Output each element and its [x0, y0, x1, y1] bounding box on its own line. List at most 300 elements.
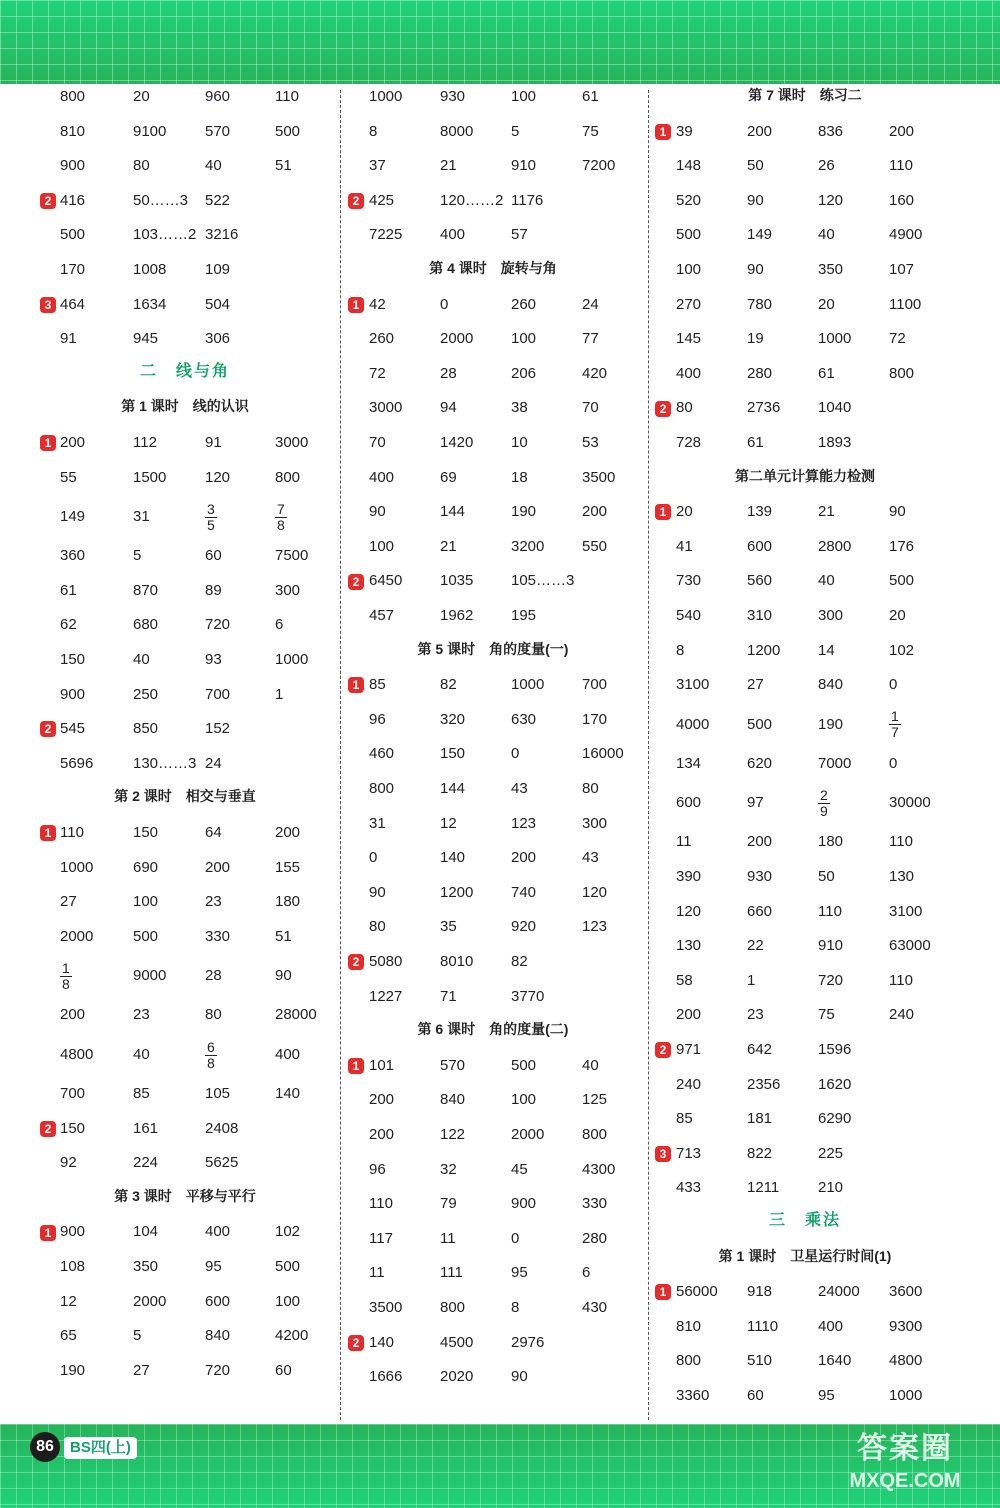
answer-value: 102: [889, 641, 915, 659]
answer-value: 504: [205, 295, 231, 313]
answer-value: 16000: [582, 745, 624, 763]
answer-value: 700: [582, 676, 608, 694]
answer-fraction: [205, 495, 217, 539]
answer-row: [655, 1137, 955, 1172]
answer-value: 64: [205, 824, 222, 841]
answer-value: 1176: [511, 191, 544, 209]
answer-value: 72: [889, 330, 906, 348]
answer-value: 61: [818, 364, 835, 382]
answer-value: 96: [369, 1160, 386, 1178]
answer-value: 103……2: [133, 226, 197, 244]
answer-value: 100: [511, 88, 537, 105]
answer-value: 910: [511, 157, 537, 175]
answer-row: [40, 1033, 330, 1077]
answer-value: 560: [747, 572, 773, 590]
answer-value: 900: [511, 1195, 537, 1213]
answer-row: [40, 1354, 330, 1389]
answer-value: 400: [205, 1223, 231, 1241]
answer-value: 139: [747, 503, 773, 521]
answer-value: 225: [818, 1144, 844, 1162]
answer-value: 24: [205, 754, 222, 772]
answer-value: 8: [369, 122, 378, 140]
answer-value: 110: [818, 902, 842, 920]
fraction-denominator: 7: [891, 724, 899, 741]
answer-value: 3360: [676, 1387, 710, 1404]
answer-value: 120: [676, 902, 702, 920]
answer-row: [40, 218, 330, 253]
answer-value: 1110: [747, 1317, 779, 1335]
answer-value: 61: [747, 434, 764, 451]
answer-value: 19: [747, 330, 764, 348]
fraction-numerator: 2: [820, 786, 828, 803]
answer-value: 40: [818, 572, 835, 590]
answer-value: 96: [369, 710, 386, 728]
answer-value: 545: [60, 720, 86, 738]
answer-row: [40, 1285, 330, 1320]
answer-value: 570: [440, 1056, 466, 1074]
answer-value: 40: [818, 226, 835, 244]
answer-row: [655, 634, 955, 669]
answer-row: [655, 322, 955, 357]
answer-value: 11: [440, 1229, 456, 1247]
answer-row: [348, 945, 638, 980]
answer-value: 112: [133, 434, 157, 451]
answer-value: 63000: [889, 937, 931, 955]
answer-value: 8000: [440, 122, 474, 140]
answer-row: [655, 1102, 955, 1137]
answer-value: 152: [205, 720, 231, 738]
answer-value: 82: [440, 676, 457, 694]
question-number-badge: 2: [655, 1042, 671, 1058]
answer-value: 90: [369, 503, 386, 521]
answer-value: 240: [676, 1075, 702, 1093]
answer-row: [655, 825, 955, 860]
answer-value: 522: [205, 191, 231, 209]
answer-value: 280: [582, 1229, 608, 1247]
answer-value: 500: [133, 927, 159, 945]
answer-value: 12: [440, 814, 457, 832]
answer-fraction: [60, 954, 72, 998]
answer-value: 90: [369, 883, 386, 901]
answer-value: 85: [369, 676, 386, 694]
answer-value: 800: [676, 1352, 702, 1370]
answer-value: 250: [133, 685, 159, 703]
answer-row: [348, 426, 638, 461]
answer-value: 520: [676, 191, 702, 209]
answer-value: 195: [511, 607, 537, 624]
answer-value: 130: [676, 937, 702, 955]
answer-value: 110: [275, 88, 299, 105]
answer-value: 900: [60, 685, 86, 703]
answer-row: [348, 495, 638, 530]
answer-value: 144: [440, 780, 466, 797]
answer-value: 945: [133, 330, 159, 348]
answer-value: 300: [582, 814, 608, 832]
answer-value: 3500: [369, 1299, 403, 1316]
answer-value: 51: [275, 157, 292, 175]
answer-row: [40, 816, 330, 851]
answer-value: 4000: [676, 715, 710, 733]
answer-value: 1596: [818, 1041, 852, 1058]
answer-value: 60: [747, 1387, 764, 1404]
answer-row: [655, 218, 955, 253]
answer-value: 94: [440, 399, 457, 417]
answer-value: 90: [747, 261, 764, 278]
answer-value: 120: [205, 468, 231, 486]
answer-row: [40, 1146, 330, 1181]
answer-value: 800: [582, 1126, 608, 1143]
answer-value: 140: [440, 849, 466, 867]
answer-value: 100: [133, 893, 159, 911]
answer-value: 30000: [889, 794, 931, 812]
answer-value: 160: [889, 191, 915, 209]
answer-value: 20: [889, 607, 906, 624]
answer-row: [40, 539, 330, 574]
answer-value: 918: [747, 1283, 773, 1301]
answer-row: [348, 1187, 638, 1222]
answer-value: 95: [818, 1387, 835, 1404]
answer-value: 24: [582, 295, 599, 313]
question-number-badge: 1: [655, 1284, 671, 1300]
answer-value: 79: [440, 1195, 457, 1213]
lesson-heading: 第 6 课时 角的度量(二): [417, 1021, 569, 1038]
answer-value: 110: [889, 157, 913, 175]
answer-row: [40, 1319, 330, 1354]
question-number-badge: 3: [655, 1146, 671, 1162]
answer-value: 37: [369, 157, 386, 175]
answer-value: 77: [582, 330, 599, 348]
answer-value: 100: [275, 1292, 301, 1310]
answer-value: 600: [747, 537, 773, 555]
answer-value: 176: [889, 537, 915, 555]
answer-value: 930: [440, 88, 466, 105]
answer-value: 107: [889, 261, 915, 278]
answer-value: 72: [369, 364, 386, 382]
answer-row: [348, 1153, 638, 1188]
answer-value: 6290: [818, 1110, 852, 1128]
answer-value: 400: [818, 1317, 844, 1335]
question-number-badge: 1: [348, 1058, 364, 1074]
question-number-badge: 3: [40, 297, 56, 313]
answer-value: 91: [60, 330, 77, 348]
answer-row: [655, 1171, 955, 1206]
answer-row: [40, 184, 330, 219]
answer-value: 10: [511, 434, 528, 451]
answer-value: 2000: [511, 1126, 545, 1143]
question-number-badge: 2: [348, 574, 364, 590]
answer-value: 320: [440, 710, 466, 728]
answer-value: 930: [747, 868, 773, 885]
answer-value: 61: [60, 581, 77, 599]
answer-value: 105……3: [511, 572, 575, 590]
answer-value: 200: [205, 858, 231, 876]
answer-value: 120: [818, 191, 844, 209]
answer-row: [40, 608, 330, 643]
answer-value: 70: [369, 434, 386, 451]
answer-value: 840: [205, 1327, 231, 1345]
answer-value: 8010: [440, 953, 474, 970]
answer-row: [348, 218, 638, 253]
answer-row: [655, 426, 955, 461]
answer-row: [40, 885, 330, 920]
answer-value: 720: [818, 971, 844, 989]
answer-value: 90: [747, 191, 764, 209]
answer-value: 28: [440, 364, 457, 382]
answer-value: 720: [205, 616, 231, 634]
answer-row: [655, 115, 955, 150]
answer-value: 31: [133, 508, 150, 526]
answer-value: 730: [676, 572, 702, 590]
answer-value: 0: [889, 754, 898, 772]
answer-value: 210: [818, 1179, 844, 1197]
answer-value: 5: [133, 547, 142, 565]
answer-value: 836: [818, 122, 844, 140]
answer-value: 0: [369, 849, 378, 867]
answer-value: 80: [133, 157, 150, 175]
answer-value: 5625: [205, 1154, 239, 1172]
fraction: [889, 709, 901, 740]
answer-value: 1227: [369, 987, 403, 1005]
answer-value: 7200: [582, 157, 616, 175]
question-number-badge: 2: [655, 401, 671, 417]
answer-row: [348, 1291, 638, 1326]
answer-value: 85: [133, 1085, 150, 1102]
answer-value: 100: [511, 330, 537, 348]
answer-value: 416: [60, 191, 86, 209]
answer-value: 104: [133, 1223, 159, 1241]
unit-title: 三 乘法: [768, 1212, 841, 1229]
answer-value: 800: [60, 88, 86, 105]
answer-value: 200: [582, 503, 608, 521]
answer-value: 680: [133, 616, 159, 634]
answer-value: 400: [440, 226, 466, 244]
answer-value: 200: [369, 1091, 395, 1109]
answer-value: 21: [818, 503, 835, 521]
answer-value: 50: [818, 868, 835, 885]
fraction: [818, 788, 830, 819]
answer-value: 280: [747, 364, 773, 382]
fraction: [205, 502, 217, 533]
answer-value: 840: [818, 676, 844, 694]
answer-value: 80: [676, 399, 693, 417]
answer-value: 35: [440, 918, 457, 936]
answer-row: [40, 80, 330, 115]
answer-value: 120……2: [440, 191, 504, 209]
answer-value: 3216: [205, 226, 239, 244]
answer-value: 123: [582, 918, 608, 936]
answer-row: [655, 929, 955, 964]
answer-value: 120: [582, 883, 608, 901]
question-number-badge: 1: [40, 825, 56, 841]
answer-row: [348, 980, 638, 1015]
answer-row: [348, 599, 638, 634]
answer-value: 100: [369, 537, 395, 555]
answer-value: 433: [676, 1179, 702, 1197]
answer-value: 740: [511, 883, 537, 901]
answer-value: 2000: [440, 330, 474, 348]
answer-value: 1035: [440, 572, 474, 590]
answer-value: 90: [275, 967, 292, 985]
lesson-heading: 第二单元计算能力检测: [735, 467, 875, 484]
answer-value: 22: [747, 937, 764, 955]
answer-value: 20: [133, 88, 150, 105]
answer-value: 3100: [889, 902, 923, 920]
answer-value: 80: [369, 918, 386, 936]
answer-row: [348, 322, 638, 357]
answer-value: 50……3: [133, 191, 189, 209]
lesson-heading: 第 4 课时 旋转与角: [429, 260, 557, 276]
answer-value: 2000: [60, 927, 94, 945]
answer-value: 7000: [818, 754, 852, 772]
answer-value: 720: [205, 1361, 231, 1379]
answer-value: 60: [205, 547, 222, 565]
question-number-badge: 2: [40, 1121, 56, 1137]
answer-value: 21: [440, 157, 457, 175]
answer-row: [40, 253, 330, 288]
answer-value: 170: [582, 710, 608, 728]
answer-value: 1500: [133, 468, 167, 486]
question-number-badge: 1: [348, 677, 364, 693]
answer-row: [655, 564, 955, 599]
answer-value: 2356: [747, 1075, 781, 1093]
answer-value: 14: [818, 641, 835, 659]
answer-row: [40, 851, 330, 886]
answer-value: 390: [676, 868, 702, 885]
answer-row: [348, 357, 638, 392]
answer-fraction: [818, 781, 830, 825]
answer-value: 150: [60, 651, 86, 668]
answer-value: 95: [511, 1264, 528, 1282]
answer-value: 420: [582, 364, 608, 382]
answer-row: [655, 149, 955, 184]
answer-value: 43: [511, 780, 528, 797]
answer-value: 190: [60, 1361, 86, 1379]
lesson-heading: 第 2 课时 相交与垂直: [114, 788, 256, 805]
answer-row: [40, 322, 330, 357]
answer-value: 200: [369, 1126, 395, 1143]
answer-value: 5080: [369, 953, 403, 970]
answer-value: 40: [133, 651, 150, 668]
answer-value: 150: [60, 1119, 86, 1137]
answer-value: 3770: [511, 987, 545, 1005]
answer-value: 56000: [676, 1283, 718, 1301]
answer-value: 109: [205, 261, 231, 278]
answer-value: 18: [511, 468, 528, 486]
answer-row: [40, 1077, 330, 1112]
answer-row: [40, 1250, 330, 1285]
answer-value: 65: [60, 1327, 77, 1345]
answer-value: 800: [369, 780, 395, 797]
answer-value: 62: [60, 616, 77, 634]
answer-value: 20: [676, 503, 693, 521]
answer-value: 0: [511, 1229, 520, 1247]
answer-value: 149: [60, 508, 86, 526]
answer-row: [655, 895, 955, 930]
fraction-denominator: 8: [62, 975, 70, 992]
answer-value: 40: [582, 1056, 599, 1074]
answer-row: [348, 910, 638, 945]
answer-value: 61: [582, 88, 599, 105]
answer-row: [655, 1379, 955, 1414]
answer-value: 870: [133, 581, 159, 599]
answer-value: 1: [275, 685, 284, 703]
answer-value: 540: [676, 607, 702, 624]
question-number-badge: 1: [40, 435, 56, 451]
fraction-numerator: 3: [207, 500, 215, 517]
question-number-badge: 1: [655, 124, 671, 140]
answer-value: 920: [511, 918, 537, 936]
answer-value: 149: [747, 226, 773, 244]
answer-value: 108: [60, 1258, 86, 1275]
answer-value: 300: [275, 581, 301, 599]
watermark-text: 答案圈: [857, 1432, 953, 1465]
answer-value: 20: [818, 295, 835, 313]
answer-value: 110: [60, 824, 84, 841]
answer-value: 4900: [889, 226, 923, 244]
answer-value: 70: [582, 399, 599, 417]
answer-value: 850: [133, 720, 159, 738]
answer-row: [655, 781, 955, 825]
answer-value: 1640: [818, 1352, 852, 1370]
answer-row: [40, 712, 330, 747]
watermark-url: MXQE.COM: [849, 1470, 961, 1492]
answer-value: 8: [676, 641, 685, 659]
answer-value: 360: [60, 547, 86, 565]
answer-value: 111: [440, 1264, 463, 1282]
answer-value: 642: [747, 1041, 773, 1058]
answer-row: [40, 288, 330, 323]
answer-value: 92: [60, 1154, 77, 1172]
answer-value: 100: [511, 1091, 537, 1109]
lesson-heading: 第 5 课时 角的度量(一): [417, 640, 569, 657]
answer-value: 1000: [369, 88, 403, 105]
answer-row: [348, 530, 638, 565]
answer-value: 134: [676, 754, 702, 772]
answer-value: 5: [133, 1327, 142, 1345]
answer-value: 12: [60, 1292, 77, 1310]
answer-row: [348, 288, 638, 323]
answer-row: [655, 1310, 955, 1345]
answer-value: 102: [275, 1223, 301, 1241]
answer-value: 4800: [889, 1352, 923, 1370]
fraction-denominator: 8: [277, 516, 285, 533]
answer-value: 42: [369, 295, 386, 313]
answer-row: [348, 1049, 638, 1084]
answer-value: 690: [133, 858, 159, 876]
answer-row: [40, 1215, 330, 1250]
answer-value: 123: [511, 814, 537, 832]
answer-value: 460: [369, 745, 395, 763]
answer-value: 200: [747, 833, 773, 851]
answer-row: [348, 772, 638, 807]
answer-row: [655, 668, 955, 703]
fraction-denominator: 5: [207, 516, 215, 533]
answer-value: 2736: [747, 399, 781, 417]
answer-value: 400: [275, 1046, 301, 1063]
answer-row: [348, 876, 638, 911]
page-number: 86: [30, 1432, 60, 1462]
book-label: BS四(上): [64, 1437, 137, 1459]
answer-row: [348, 564, 638, 599]
answer-value: 110: [889, 971, 913, 989]
answer-value: 1666: [369, 1368, 403, 1386]
answer-value: 630: [511, 710, 537, 728]
answer-value: 3000: [369, 399, 403, 417]
answer-value: 2408: [205, 1119, 239, 1137]
answer-value: 0: [889, 676, 898, 694]
answer-row: [348, 703, 638, 738]
answer-row: [655, 253, 955, 288]
